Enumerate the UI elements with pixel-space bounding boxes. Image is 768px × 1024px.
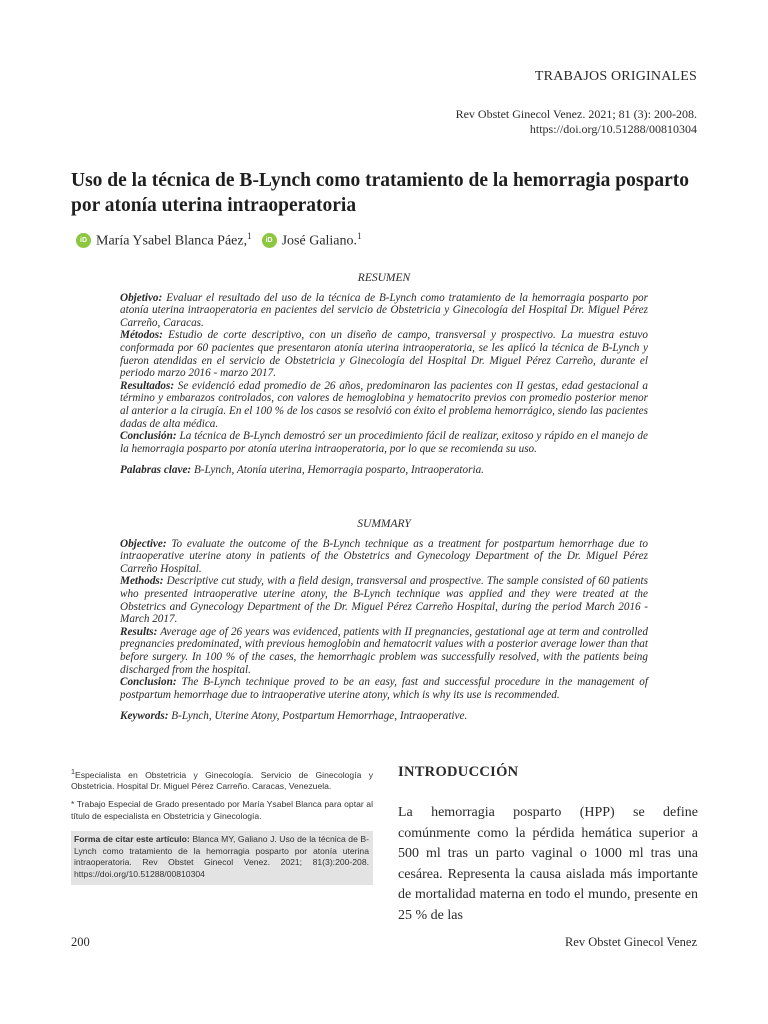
article-title: Uso de la técnica de B-Lynch como tratamiento de la hemorragia posparto por atonía uterina intraoperatoria <box>71 170 689 216</box>
summary-methods: Methods: Descriptive cut study, with a field design, transversal and prospective. The sample consisted of 60 patients who presented intraoperative uterine atony, the B-Lynch technique was applied and they were treated at the Obstetrics and Gynecology Department of the Dr. Miguel Pérez Carreño Hospital, during the period March 2016 - March 2017. <box>120 575 648 626</box>
author-list <box>76 231 372 250</box>
footnotes <box>71 767 373 885</box>
author-name: María Ysabel Blanca Páez,$^1$ <box>96 231 252 249</box>
footnote-affiliation: $^1$Especialista en Obstetricia y Ginecología. Servicio de Ginecología y Obstetricia. Hospital Dr. Miguel Pérez Carreño. Caracas, Venezuela. <box>71 768 373 792</box>
resumen-metodos: Métodos: Estudio de corte descriptivo, con un diseño de campo, transversal y prospectivo. La muestra estuvo conformada por 60 pacientes que presentaron atonía uterina intraoperatoria, se les aplicó la técnica de B-Lynch y fueron atendidas en el servicio de Obstetricia y Ginecología del Hospital Dr. Miguel Pérez Carreño, durante el periodo marzo 2016 - marzo 2017. <box>120 329 648 380</box>
doi-link[interactable]: https://doi.org/10.51288/00810304 <box>529 122 697 136</box>
author-name: José Galiano.$^1$ <box>281 231 362 249</box>
introduccion-heading: INTRODUCCIÓN <box>398 764 519 780</box>
summary-objective: Objective: To evaluate the outcome of the B-Lynch technique as a treatment for postpartum hemorrhage due to intraoperative uterine atony in patients of the Obstetrics and Gynecology Department of the Dr. Miguel Pérez Carreño Hospital. <box>120 537 648 575</box>
resumen-conclusion: Conclusión: La técnica de B-Lynch demostró ser un procedimiento fácil de realizar, exitoso y rápido en el manejo de la hemorragia posparto por atonía uterina intraoperatoria, por lo que se recomienda su uso. <box>120 430 648 455</box>
summary-keywords: Keywords: B-Lynch, Uterine Atony, Postpartum Hemorrhage, Intraoperative. <box>120 710 468 723</box>
resumen-resultados: Resultados: Se evidenció edad promedio de 26 años, predominaron las pacientes con II gestas, edad gestacional a término y embarazos controlados, con valores de hemoglobina y hematocrito previos con promedio posterior menor al anterior a la cirugía. En el 100 % de los casos se resolvió con éxito el problema hemorrágico, siendo las pacientes dadas de alta médica. <box>120 379 648 430</box>
orcid-icon[interactable]: iD <box>76 233 91 248</box>
summary-heading: SUMMARY <box>357 518 411 530</box>
footnote-thesis: * Trabajo Especial de Grado presentado por María Ysabel Blanca para optar al título de especialista en Obstetricia y Ginecología. <box>71 799 373 821</box>
page-number: 200 <box>71 935 90 949</box>
cite-this-article-box: Forma de citar este artículo: Blanca MY, Galiano J. Uso de la técnica de B-Lynch como tratamiento de la hemorragia posparto por atonía uterina intraoperatoria. Rev Obstet Ginecol Venez. 2021; 81(3):200-208. https://doi.org/10.51288/00810304 <box>71 831 373 884</box>
citation-volume: Rev Obstet Ginecol Venez. 2021; 81 (3): 200-208. <box>455 107 697 121</box>
journal-footer: Rev Obstet Ginecol Venez <box>564 935 697 949</box>
summary-conclusion: Conclusion: The B-Lynch technique proved to be an easy, fast and successful procedure in the management of postpartum hemorrhage due to intraoperative uterine atony, which is why its use is recommended. <box>120 676 648 701</box>
summary-results: Results: Average age of 26 years was evidenced, patients with II pregnancies, gestational age at term and controlled pregnancies predominated, with previous hemoglobin and hematocrit values with a posterior average lower than that before surgery. In 100 % of the cases, the hemorrhagic problem was successfully resolved, with the patients being discharged from the hospital. <box>120 625 648 676</box>
resumen-objetivo: Objetivo: Evaluar el resultado del uso de la técnica de B-Lynch como tratamiento de la hemorragia posparto por atonía uterina intraoperatoria en pacientes del servicio de Obstetricia y Ginecología del Hospital Dr. Miguel Pérez Carreño, Caracas. <box>120 291 648 329</box>
section-label: TRABAJOS ORIGINALES <box>534 69 697 84</box>
journal-citation <box>456 107 697 137</box>
introduccion-text: La hemorragia posparto (HPP) se define comúnmente como la pérdida hemática superior a 500 ml tras un parto vaginal o 1000 ml tras una cesárea. Representa la causa aislada más importante de mortalidad materna en todo el mundo, presente en 25 % de las <box>398 805 698 923</box>
orcid-icon[interactable]: iD <box>262 233 277 248</box>
resumen-keywords: Palabras clave: B-Lynch, Atonía uterina, Hemorragia posparto, Intraoperatoria. <box>120 464 484 477</box>
summary-section <box>120 518 648 723</box>
resumen-heading: RESUMEN <box>357 272 411 284</box>
resumen-section <box>120 272 648 477</box>
